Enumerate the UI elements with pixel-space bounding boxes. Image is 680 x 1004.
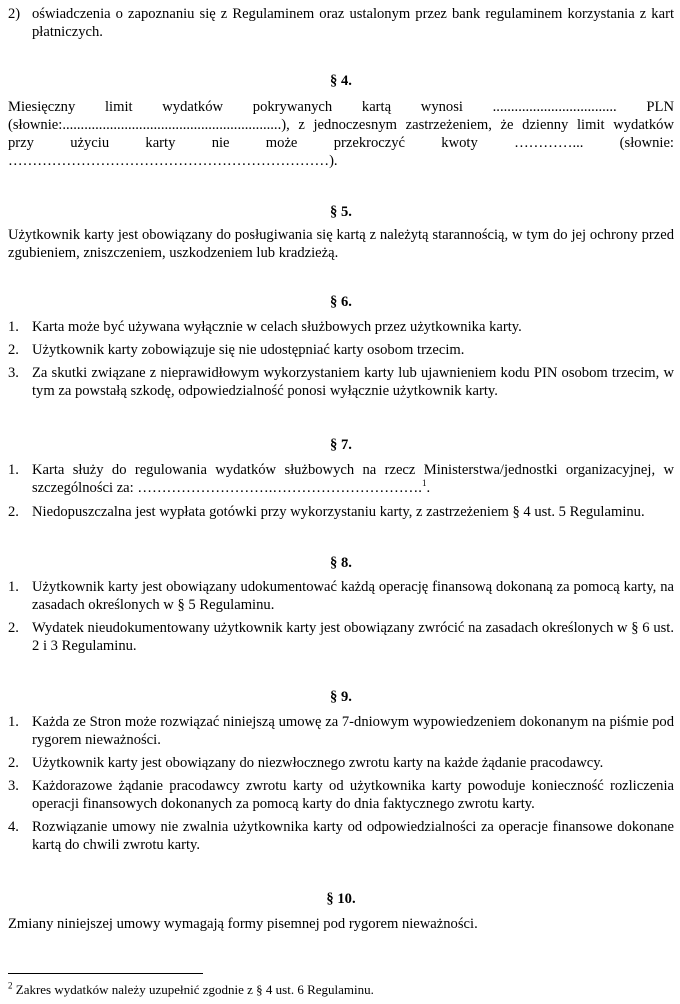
list-item	[8, 578, 674, 614]
list-text: Niedopuszczalna jest wypłata gotówki przy wykorzystaniu karty, z zastrzeżeniem § 4 ust. 5 Regulaminu.	[32, 504, 645, 520]
section-10-heading: § 10.	[326, 891, 356, 907]
list-item	[8, 364, 674, 400]
section-9-heading: § 9.	[330, 689, 352, 705]
list-number: 1.	[8, 714, 19, 730]
limit-line-3: przy użyciu karty nie może przekroczyć kwoty …………... (słownie:	[8, 135, 674, 151]
section-10-text: Zmiany niniejszej umowy wymagają formy pisemnej pod rygorem nieważności.	[8, 916, 478, 932]
section-8-heading: § 8.	[330, 555, 352, 571]
footnote-mark: 2	[8, 980, 13, 991]
section-6-heading: § 6.	[330, 294, 352, 310]
list-text: Użytkownik karty jest obowiązany udokumentować każdą operację finansową dokonaną za pomocą karty, na zasadach określonych w § 5 Regulaminu.	[32, 579, 674, 613]
section-5-heading: § 5.	[330, 204, 352, 220]
limit-line-1: Miesięczny limit wydatków pokrywanych kartą wynosi .................................. PLN	[8, 99, 674, 115]
list-text: Użytkownik karty jest obowiązany do niezwłocznego zwrotu karty na każde żądanie pracodawcy.	[32, 755, 604, 771]
list-item	[8, 619, 674, 655]
list-item	[8, 754, 674, 772]
list-text-end: .	[426, 480, 431, 496]
list-number: 2.	[8, 620, 19, 636]
list-text: Wydatek nieudokumentowany użytkownik karty jest obowiązany zwrócić na zasadach określonych w § 6 ust. 2 i 3 Regulaminu.	[32, 620, 674, 654]
footnote-text: Zakres wydatków należy uzupełnić zgodnie z § 4 ust. 6 Regulaminu.	[12, 982, 374, 997]
list-text: Za skutki związane z nieprawidłowym wykorzystaniem karty lub ujawnieniem kodu PIN osobom trzecim, w tym za powstałą szkodę, odpowiedzialność ponosi wyłącznie użytkownik karty.	[32, 365, 674, 399]
list-number: 2.	[8, 504, 19, 520]
list-number: 2.	[8, 342, 19, 358]
footnote	[8, 982, 374, 998]
list-text: Każda ze Stron może rozwiązać niniejszą umowę za 7-dniowym wypowiedzeniem dokonanym na piśmie pod rygorem nieważności.	[32, 714, 674, 748]
list-text-main: Karta służy do regulowania wydatków służbowych na rzecz Ministerstwa/jednostki organizacyjnej, w szczególności za: ……………………….………………………….	[32, 462, 674, 496]
list-number: 2)	[8, 6, 21, 22]
list-number: 3.	[8, 778, 19, 794]
section-5-text: Użytkownik karty jest obowiązany do posługiwania się kartą z należytą starannością, w tym do jej ochrony przed zgubieniem, zniszczeniem, uszkodzeniem lub kradzieżą.	[8, 227, 674, 261]
section-4-body	[8, 98, 674, 170]
list-text: Rozwiązanie umowy nie zwalnia użytkownika karty od odpowiedzialności za operacje finansowe dokonane kartą do chwili zwrotu karty.	[32, 819, 674, 853]
section-4-heading: § 4.	[330, 73, 352, 89]
footnote-reference: 1	[421, 478, 427, 489]
list-text: Karta może być używana wyłącznie w celach służbowych przez użytkownika karty.	[32, 319, 522, 335]
section-8-list	[8, 578, 674, 660]
list-number: 1.	[8, 319, 19, 335]
list-number: 4.	[8, 819, 19, 835]
list-item	[8, 318, 674, 336]
list-item	[8, 503, 674, 521]
list-text	[32, 461, 674, 497]
section-7-heading: § 7.	[330, 437, 352, 453]
list-number: 3.	[8, 365, 19, 381]
list-item	[8, 777, 674, 813]
intro-list-item	[8, 5, 674, 41]
list-number: 1.	[8, 462, 19, 478]
section-6-list	[8, 318, 674, 405]
list-item	[8, 818, 674, 854]
list-item	[8, 461, 674, 497]
section-7-list	[8, 461, 674, 526]
list-text: oświadczenia o zapoznaniu się z Regulaminem oraz ustalonym przez bank regulaminem korzystania z kart płatniczych.	[32, 6, 674, 40]
limit-line-2: (słownie:............................................................), z jednoczesnym zastrzeżeniem, że dzienny limit wydatków	[8, 117, 674, 133]
list-item	[8, 341, 674, 359]
list-text: Każdorazowe żądanie pracodawcy zwrotu karty od użytkownika karty powoduje konieczność rozliczenia operacji finansowych dokonanych za pomocą karty do dnia faktycznego zwrotu karty.	[32, 778, 674, 812]
section-9-list	[8, 713, 674, 859]
footnote-separator	[8, 973, 203, 974]
limit-line-4: …………………………………………………………).	[8, 153, 338, 169]
list-number: 1.	[8, 579, 19, 595]
list-text: Użytkownik karty zobowiązuje się nie udostępniać karty osobom trzecim.	[32, 342, 465, 358]
list-number: 2.	[8, 755, 19, 771]
list-item	[8, 713, 674, 749]
